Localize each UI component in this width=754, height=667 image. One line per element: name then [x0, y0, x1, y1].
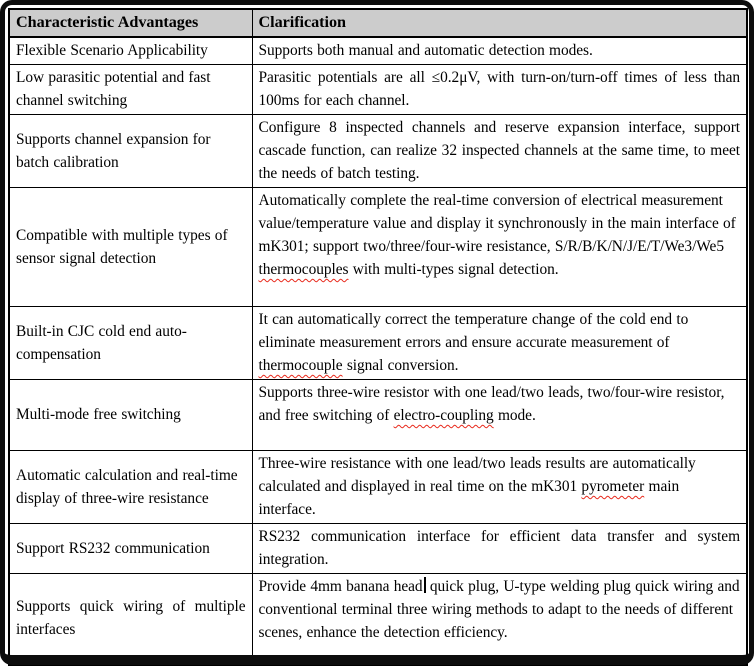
clarification-text: Three-wire resistance with one lead/two leads results are automatically calculated and displayed in real time on the mK301	[258, 455, 696, 495]
clarification-text: RS232 communication interface for efficient data transfer and system integration.	[258, 528, 740, 568]
advantage-cell[interactable]: Low parasitic potential and fast channel switching	[9, 65, 252, 115]
clarification-text: Provide 4mm banana head	[258, 578, 423, 595]
advantages-table	[8, 8, 748, 666]
misspelled-word: thermocouples	[258, 261, 349, 278]
clarification-text: mode.	[493, 407, 536, 424]
table-body	[9, 37, 747, 665]
column-header-characteristic-advantages: Characteristic Advantages	[9, 9, 252, 37]
advantage-cell[interactable]: Automatic calculation and real-time display of three-wire resistance	[9, 451, 252, 524]
table-row	[9, 307, 747, 380]
clarification-text: with multi-types signal detection.	[348, 261, 559, 278]
table-header-row	[9, 9, 747, 37]
column-header-clarification: Clarification	[252, 9, 747, 37]
table-row	[9, 451, 747, 524]
misspelled-word: electro-coupling	[393, 407, 494, 424]
clarification-text: Automatically complete the real-time conversion of electrical measurement value/temperature value and display it synchronously in the main interface of mK301; support two/three/four-wire resistance, S/R/B/K/N/J/E/T/We3/We5	[258, 192, 736, 255]
advantage-cell[interactable]: Flexible Scenario Applicability	[9, 37, 252, 65]
clarification-text: quick plug, U-type welding plug quick wiring and conventional terminal three wiring methods to adapt to the needs of different scenes, enhance the detection efficiency.	[258, 578, 740, 641]
document-page	[8, 8, 746, 666]
clarification-text: Configure 8 inspected channels and reserve expansion interface, support cascade function, can realize 32 inspected channels at the same time, to meet the needs of batch testing.	[258, 119, 740, 182]
clarification-cell[interactable]	[252, 380, 747, 451]
misspelled-word: thermocouple	[258, 357, 343, 374]
table-row	[9, 380, 747, 451]
clarification-text: It can automatically correct the temperature change of the cold end to eliminate measurement errors and ensure accurate measurement of	[258, 311, 689, 351]
clarification-cell[interactable]	[252, 307, 747, 380]
clarification-cell[interactable]	[252, 115, 747, 188]
misspelled-word: pyrometer	[581, 478, 645, 495]
advantage-cell[interactable]: Compatible with multiple types of sensor signal detection	[9, 188, 252, 307]
clarification-text: Parasitic potentials are all ≤0.2μV, with turn-on/turn-off times of less than 100ms for each channel.	[258, 69, 740, 109]
clarification-cell[interactable]	[252, 524, 747, 574]
clarification-cell[interactable]	[252, 188, 747, 307]
table-row	[9, 574, 747, 665]
table-row	[9, 115, 747, 188]
advantage-cell[interactable]: Supports quick wiring of multiple interfaces	[9, 574, 252, 665]
table-row	[9, 65, 747, 115]
table-row	[9, 188, 747, 307]
clarification-text: Supports three-wire resistor with one lead/two leads, two/four-wire resistor, and free switching of	[258, 384, 725, 424]
clarification-text: Supports both manual and automatic detection modes.	[258, 42, 593, 59]
clarification-cell[interactable]	[252, 65, 747, 115]
clarification-cell[interactable]	[252, 37, 747, 65]
advantage-cell[interactable]: Multi-mode free switching	[9, 380, 252, 451]
clarification-text: signal conversion.	[342, 357, 459, 374]
advantage-cell[interactable]: Supports channel expansion for batch calibration	[9, 115, 252, 188]
advantage-cell[interactable]: Support RS232 communication	[9, 524, 252, 574]
advantage-cell[interactable]: Built-in CJC cold end auto-compensation	[9, 307, 252, 380]
clarification-cell[interactable]	[252, 451, 747, 524]
clarification-cell[interactable]	[252, 574, 747, 665]
table-row	[9, 37, 747, 65]
clarification-text: main interface.	[258, 478, 680, 518]
table-row	[9, 524, 747, 574]
